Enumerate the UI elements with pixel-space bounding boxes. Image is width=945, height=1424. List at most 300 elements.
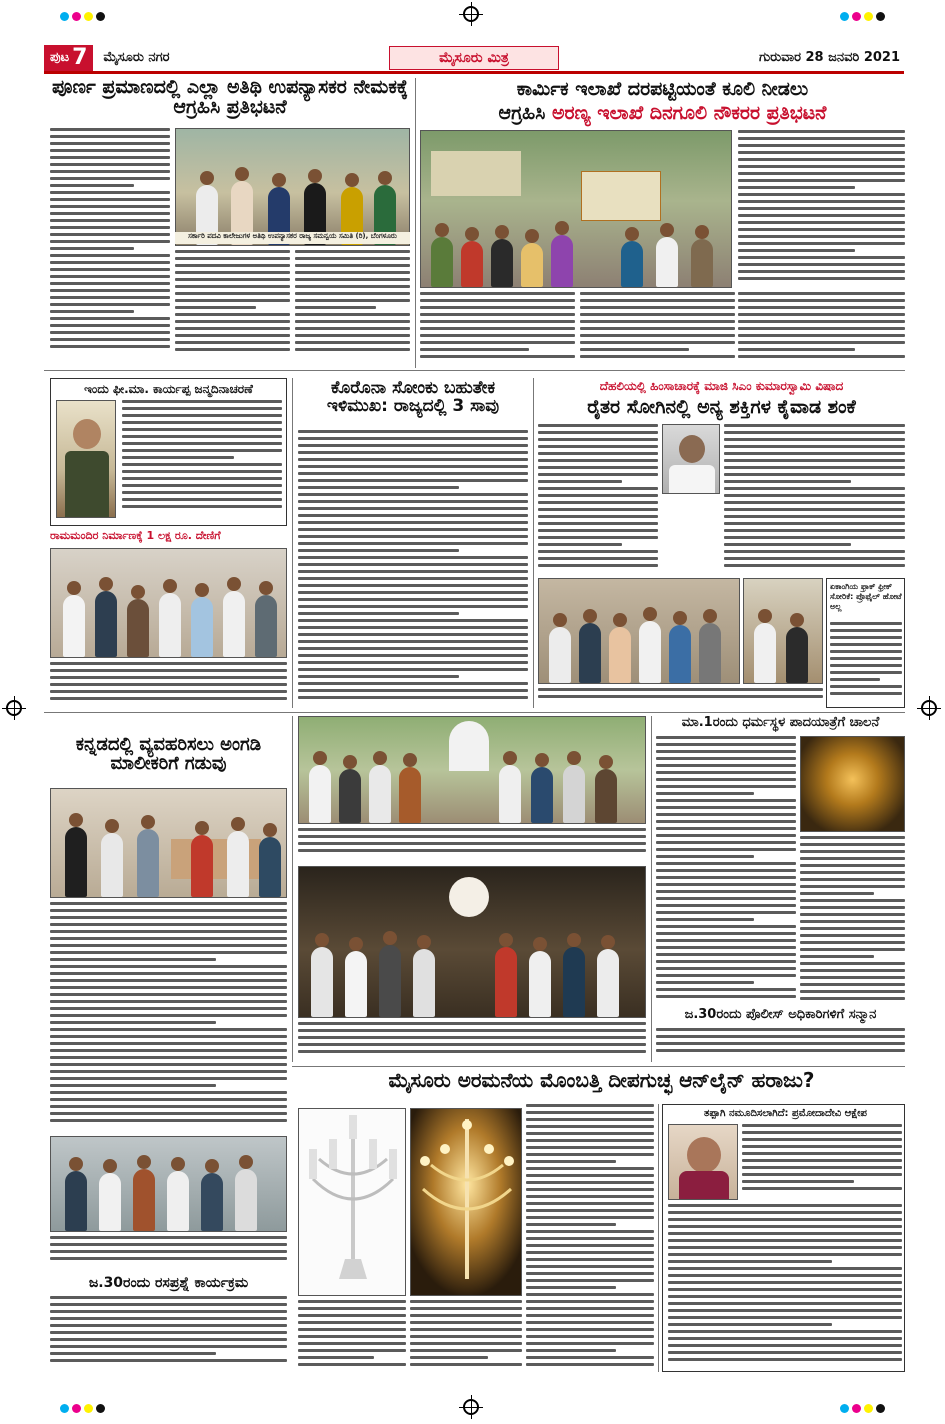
text-line	[538, 695, 823, 698]
text-line	[298, 1314, 406, 1317]
text-line	[50, 289, 170, 292]
story10-body-col2	[410, 1300, 522, 1372]
text-line	[526, 1111, 654, 1114]
text-line	[738, 263, 905, 266]
story4-headline: ಕೊರೊನಾ ಸೋಂಕು ಬಹುತೇಕ ಇಳಿಮುಖ: ರಾಜ್ಯದಲ್ಲಿ 3 ಸಾವು	[326, 378, 500, 416]
text-line	[656, 869, 796, 872]
text-line	[538, 564, 658, 567]
text-line	[50, 261, 170, 264]
text-line	[50, 676, 287, 679]
text-line	[175, 341, 290, 344]
text-line	[526, 1349, 616, 1352]
text-line	[668, 1260, 832, 1263]
story3-title: ಇಂದು ಫೀ.ಮಾ. ಕಾರ್ಯಪ್ಪ ಜನ್ಮದಿನಾಚರಣೆ	[84, 382, 253, 396]
text-line	[742, 1138, 902, 1141]
text-line	[538, 508, 658, 511]
story12-box-body	[830, 622, 902, 704]
text-line	[295, 292, 410, 295]
story1-body-col1	[50, 128, 170, 356]
text-line	[298, 535, 528, 538]
text-line	[122, 414, 282, 417]
text-line	[298, 577, 528, 580]
text-line	[50, 683, 287, 686]
text-line	[538, 438, 658, 441]
text-line	[738, 144, 905, 147]
text-line	[724, 487, 905, 490]
text-line	[50, 662, 287, 665]
text-line	[50, 986, 287, 989]
text-line	[50, 1014, 287, 1017]
text-line	[668, 1281, 902, 1284]
text-line	[122, 407, 282, 410]
text-line	[298, 451, 528, 454]
text-line	[526, 1363, 654, 1366]
text-line	[724, 543, 851, 546]
text-line	[122, 463, 282, 466]
text-line	[298, 521, 528, 524]
text-line	[800, 983, 905, 986]
text-line	[295, 271, 410, 274]
text-line	[122, 400, 282, 403]
text-line	[538, 445, 658, 448]
story4-body-col1	[298, 430, 528, 708]
text-line	[298, 842, 646, 845]
text-line	[656, 1028, 905, 1031]
text-line	[538, 459, 658, 462]
text-line	[656, 855, 754, 858]
story2-headline-red: ಅರಣ್ಯ ಇಲಾಖೆ ದಿನಗೂಲಿ ನೌಕರರ ಪ್ರತಿಭಟನೆ	[551, 102, 827, 124]
text-line	[738, 179, 905, 182]
text-line	[830, 664, 902, 667]
text-line	[50, 1091, 287, 1094]
text-line	[656, 1035, 905, 1038]
text-line	[526, 1139, 654, 1142]
text-line	[175, 285, 290, 288]
text-line	[724, 459, 905, 462]
color-bar-bottom-left	[60, 1404, 105, 1413]
story10-headline: ಮೈಸೂರು ಅರಮನೆಯ ಮೊಂಬತ್ತಿ ದೀಪಗುಚ್ಛ ಆನ್‌ಲೈನ್ ಹರಾಜು?	[388, 1068, 815, 1092]
text-line	[538, 536, 658, 539]
text-line	[668, 1323, 832, 1326]
text-line	[295, 299, 410, 302]
text-line	[656, 785, 796, 788]
text-line	[656, 960, 796, 963]
text-line	[724, 424, 905, 427]
story10-body-col1	[298, 1300, 406, 1372]
text-line	[830, 671, 902, 674]
text-line	[50, 338, 170, 341]
text-line	[122, 428, 282, 431]
text-line	[724, 557, 905, 560]
text-line	[298, 675, 459, 678]
text-line	[50, 1070, 287, 1073]
text-line	[656, 967, 796, 970]
text-line	[668, 1330, 902, 1333]
text-line	[742, 1173, 902, 1176]
text-line	[50, 1119, 287, 1122]
column-rule	[292, 378, 293, 708]
text-line	[580, 327, 735, 330]
text-line	[410, 1321, 522, 1324]
text-line	[298, 668, 528, 671]
text-line	[50, 1042, 287, 1045]
text-line	[295, 327, 410, 330]
text-line	[830, 692, 902, 695]
text-line	[298, 612, 459, 615]
text-line	[420, 292, 575, 295]
text-line	[742, 1180, 854, 1183]
text-line	[800, 843, 905, 846]
story10-side-title: ತಪ್ಪಾಗಿ ನಮೂದಿಸಲಾಗಿದೆ: ಪ್ರಮೋದಾದೇವಿ ಆಕ್ಷೇಪ	[704, 1108, 867, 1119]
text-line	[50, 247, 134, 250]
text-line	[738, 235, 905, 238]
text-line	[526, 1195, 654, 1198]
text-line	[295, 313, 410, 316]
text-line	[738, 158, 905, 161]
text-line	[526, 1237, 654, 1240]
text-line	[50, 951, 287, 954]
story7-photo	[50, 788, 287, 898]
text-line	[50, 993, 287, 996]
text-line	[526, 1258, 654, 1261]
text-line	[830, 629, 902, 632]
text-line	[738, 207, 905, 210]
registration-mark-right	[921, 700, 937, 716]
text-line	[526, 1272, 654, 1275]
text-line	[526, 1342, 654, 1345]
text-line	[420, 334, 575, 337]
column-rule	[651, 716, 652, 1062]
text-line	[724, 452, 905, 455]
text-line	[538, 466, 658, 469]
text-line	[738, 299, 905, 302]
text-line	[668, 1232, 902, 1235]
text-line	[738, 327, 905, 330]
text-line	[298, 591, 528, 594]
registration-mark-top	[463, 6, 479, 22]
text-line	[538, 688, 823, 691]
text-line	[175, 320, 290, 323]
horizontal-rule	[44, 370, 905, 371]
text-line	[50, 219, 170, 222]
story7-body	[50, 902, 287, 1132]
text-line	[50, 149, 170, 152]
text-line	[410, 1300, 522, 1303]
color-bar-top-left	[60, 12, 105, 21]
text-line	[738, 292, 905, 295]
text-line	[420, 306, 575, 309]
text-line	[526, 1216, 654, 1219]
text-line	[656, 841, 796, 844]
text-line	[122, 442, 282, 445]
registration-mark-bottom	[463, 1399, 479, 1415]
story10-body-col3	[526, 1104, 654, 1372]
text-line	[50, 1352, 216, 1355]
text-line	[668, 1267, 902, 1270]
story12-caption-text	[538, 688, 823, 708]
text-line	[295, 285, 410, 288]
text-line	[50, 1112, 287, 1115]
story3-body	[122, 400, 282, 518]
text-line	[298, 500, 528, 503]
text-line	[656, 764, 796, 767]
text-line	[298, 1349, 406, 1352]
text-line	[800, 969, 905, 972]
text-line	[668, 1204, 902, 1207]
text-line	[298, 1300, 406, 1303]
text-line	[50, 275, 170, 278]
text-line	[668, 1246, 902, 1249]
text-line	[830, 643, 902, 646]
text-line	[742, 1124, 902, 1127]
text-line	[742, 1145, 902, 1148]
text-line	[50, 345, 170, 348]
text-line	[298, 465, 528, 468]
text-line	[724, 438, 905, 441]
text-line	[656, 820, 796, 823]
text-line	[538, 550, 658, 553]
text-line	[50, 902, 287, 905]
text-line	[800, 899, 905, 902]
text-line	[668, 1344, 902, 1347]
text-line	[738, 249, 855, 252]
story9-body	[656, 1028, 905, 1062]
story8-headline: ಮಾ.1ರಂದು ಧರ್ಮಸ್ಥಳ ಪಾದಯಾತ್ರೆಗೆ ಚಾಲನೆ	[681, 715, 880, 730]
text-line	[298, 647, 528, 650]
text-line	[538, 487, 658, 490]
text-line	[800, 892, 874, 895]
color-bar-bottom-right	[840, 1404, 885, 1413]
story6-photo	[50, 548, 287, 658]
text-line	[420, 320, 575, 323]
text-line	[175, 348, 290, 351]
text-line	[738, 193, 905, 196]
text-line	[50, 1049, 287, 1052]
text-line	[50, 1317, 287, 1320]
text-line	[830, 678, 880, 681]
text-line	[738, 341, 905, 344]
column-rule	[292, 716, 293, 1062]
text-line	[724, 536, 905, 539]
text-line	[410, 1307, 522, 1310]
story11-body	[50, 1296, 287, 1372]
text-line	[656, 981, 754, 984]
text-line	[656, 757, 796, 760]
text-line	[742, 1187, 902, 1190]
text-line	[656, 813, 796, 816]
text-line	[410, 1328, 522, 1331]
text-line	[656, 778, 796, 781]
text-line	[50, 1338, 287, 1341]
text-line	[656, 750, 796, 753]
text-line	[298, 1335, 406, 1338]
text-line	[298, 437, 528, 440]
text-line	[420, 327, 575, 330]
text-line	[668, 1316, 902, 1319]
text-line	[800, 948, 905, 951]
text-line	[830, 622, 902, 625]
text-line	[668, 1309, 902, 1312]
text-line	[50, 1063, 287, 1066]
text-line	[298, 682, 528, 685]
text-line	[50, 1028, 287, 1031]
story2-headline-black: ಆಗ್ರಹಿಸಿ	[498, 102, 546, 124]
text-line	[526, 1265, 654, 1268]
story7-headline: ಕನ್ನಡದಲ್ಲಿ ವ್ಯವಹರಿಸಲು ಅಂಗಡಿ ಮಾಲೀಕರಿಗೆ ಗಡುವು	[75, 734, 262, 774]
text-line	[50, 1303, 287, 1306]
page-number-badge	[44, 45, 93, 71]
text-line	[298, 430, 528, 433]
text-line	[724, 515, 905, 518]
text-line	[538, 452, 658, 455]
text-line	[295, 341, 410, 344]
text-line	[656, 862, 796, 865]
chandelier-photo-1	[298, 1108, 406, 1296]
text-line	[830, 650, 902, 653]
text-line	[668, 1253, 902, 1256]
text-line	[656, 827, 796, 830]
story10-side-body	[668, 1204, 902, 1368]
text-line	[656, 799, 796, 802]
text-line	[738, 151, 905, 154]
issue-date: ಗುರುವಾರ 28 ಜನವರಿ 2021	[758, 50, 900, 65]
text-line	[742, 1152, 902, 1155]
text-line	[724, 522, 905, 525]
text-line	[298, 1029, 646, 1032]
text-line	[580, 320, 735, 323]
text-line	[50, 1236, 287, 1239]
text-line	[656, 918, 754, 921]
text-line	[526, 1321, 654, 1324]
text-line	[298, 514, 528, 517]
text-line	[830, 636, 902, 639]
text-line	[800, 997, 905, 1000]
text-line	[50, 1243, 287, 1246]
text-line	[298, 1050, 646, 1053]
story8-temple-photo	[800, 736, 905, 832]
text-line	[526, 1251, 654, 1254]
story9-headline: ಜ.30ರಂದು ಪೊಲೀಸ್ ಅಧಿಕಾರಿಗಳಿಗೆ ಸನ್ಮಾನ	[684, 1007, 877, 1022]
text-line	[298, 542, 528, 545]
text-line	[738, 355, 905, 358]
text-line	[50, 937, 287, 940]
text-line	[50, 669, 287, 672]
text-line	[738, 313, 905, 316]
text-line	[50, 310, 134, 313]
text-line	[298, 1307, 406, 1310]
text-line	[668, 1239, 902, 1242]
text-line	[656, 1049, 905, 1052]
text-line	[738, 214, 905, 217]
text-line	[738, 130, 905, 133]
text-line	[50, 303, 170, 306]
text-line	[580, 299, 735, 302]
text-line	[420, 341, 575, 344]
text-line	[295, 348, 410, 351]
text-line	[50, 944, 287, 947]
text-line	[800, 836, 905, 839]
text-line	[656, 890, 796, 893]
text-line	[298, 849, 646, 852]
text-line	[298, 633, 528, 636]
text-line	[526, 1167, 654, 1170]
text-line	[298, 640, 528, 643]
text-line	[580, 292, 735, 295]
text-line	[668, 1225, 902, 1228]
text-line	[538, 424, 658, 427]
text-line	[526, 1223, 616, 1226]
text-line	[298, 1342, 406, 1345]
text-line	[50, 177, 170, 180]
text-line	[298, 444, 528, 447]
text-line	[526, 1153, 654, 1156]
text-line	[420, 299, 575, 302]
text-line	[50, 1000, 287, 1003]
text-line	[122, 449, 282, 452]
registration-mark-left	[6, 700, 22, 716]
text-line	[175, 299, 290, 302]
text-line	[526, 1209, 654, 1212]
story7-photo2-caption	[50, 1236, 287, 1270]
section-name: ಮೈಸೂರು ನಗರ	[103, 50, 170, 65]
text-line	[668, 1274, 902, 1277]
story12-box-title: ಏಕಾಂಗಿಯ ಫ್ರಾಕ್ ಫ್ರೀಕ್ ಸೋರಿಕೆ: ಪ್ರೊಫೈಲ್ ಹೋಟೆ ಅಲ್ಲ	[830, 582, 902, 611]
text-line	[122, 435, 282, 438]
text-line	[724, 445, 905, 448]
story6-title: ರಾಮಮಂದಿರ ನಿರ್ಮಾಣಕ್ಕೆ 1 ಲಕ್ಷ ರೂ. ದೇಣಿಗೆ	[50, 529, 221, 542]
text-line	[50, 1331, 287, 1334]
text-line	[724, 501, 905, 504]
text-line	[50, 135, 170, 138]
text-line	[738, 228, 905, 231]
horizontal-rule	[292, 1066, 905, 1067]
story10-side-body-top	[742, 1124, 902, 1200]
text-line	[122, 421, 282, 424]
text-line	[738, 221, 905, 224]
text-line	[800, 941, 905, 944]
text-line	[526, 1104, 654, 1107]
text-line	[800, 913, 905, 916]
text-line	[50, 324, 170, 327]
text-line	[580, 306, 735, 309]
story3-portrait	[56, 400, 116, 518]
text-line	[800, 962, 905, 965]
text-line	[175, 327, 290, 330]
text-line	[420, 313, 575, 316]
text-line	[298, 835, 646, 838]
text-line	[298, 828, 646, 831]
text-line	[298, 479, 528, 482]
text-line	[298, 528, 528, 531]
text-line	[800, 885, 905, 888]
text-line	[298, 1356, 374, 1359]
text-line	[298, 549, 459, 552]
text-line	[656, 988, 796, 991]
story1-headline: ಪೂರ್ಣ ಪ್ರಮಾಣದಲ್ಲಿ ಎಲ್ಲಾ ಅತಿಥಿ ಉಪನ್ಯಾಸಕರ ನೇಮಕಕ್ಕೆ ಆಗ್ರಹಿಸಿ ಪ್ರತಿಭಟನೆ	[52, 76, 408, 118]
text-line	[738, 172, 905, 175]
text-line	[668, 1351, 902, 1354]
text-line	[742, 1166, 902, 1169]
text-line	[175, 313, 290, 316]
text-line	[656, 904, 796, 907]
text-line	[122, 477, 282, 480]
text-line	[298, 689, 528, 692]
text-line	[298, 458, 528, 461]
text-line	[298, 486, 459, 489]
text-line	[50, 923, 287, 926]
text-line	[656, 736, 796, 739]
text-line	[800, 864, 905, 867]
